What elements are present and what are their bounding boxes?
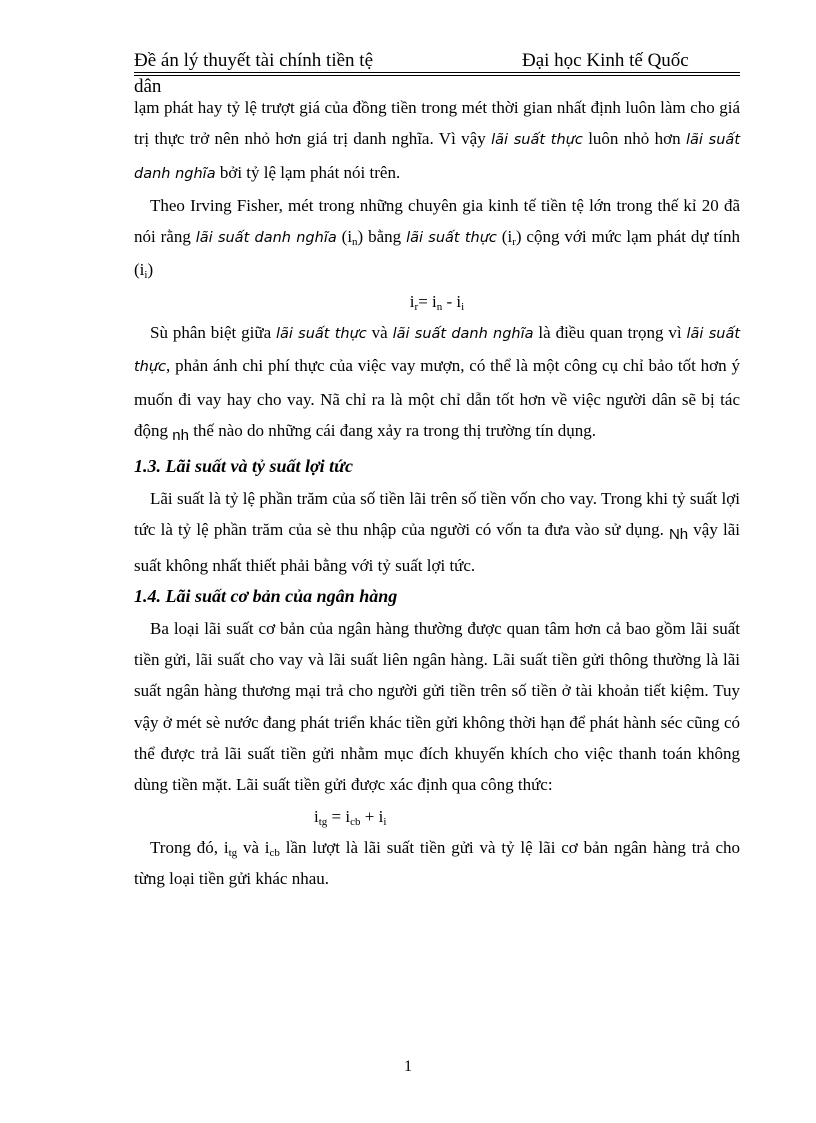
stray-nh-fragment: Nh [668, 525, 689, 543]
header-rule [134, 72, 740, 73]
formula-deposit-rate: $i_{tg} = i_{cb} + i_i$ [314, 806, 387, 828]
header-continuation: dân [134, 76, 162, 97]
formula-fisher: $i_r= i_n - i_i$ [409, 291, 465, 313]
page-number: 1 [404, 1058, 412, 1075]
section-heading-1-4: 1.4. Lãi suất cơ bản của ngân hàng [134, 586, 398, 607]
paragraph-2: Theo Irving Fisher, mét trong những chuyên gia kinh tế tiền tệ lớn trong thế kỉ 20 đã nói rằng lãi suất danh nghĩa $(i_n)$ bằng lãi suất thực $(i_r)$ cộng với mức lạm phát dự tính $(i_i)$ [134, 195, 740, 282]
page-header [134, 50, 740, 98]
paragraph-1: lạm phát hay tỷ lệ trượt giá của đồng tiền trong mét thời gian nhất định luôn làm cho giá trị thực trở nên nhỏ hơn giá trị danh nghĩa. Vì vậy lãi suất thực luôn nhỏ hơn lãi suất danh nghĩa bởi tỷ lệ lạm phát nói trên. [134, 98, 740, 182]
stray-nh-fragment: nh [172, 426, 189, 444]
paragraph-4: Lãi suất là tỷ lệ phần trăm của số tiền lãi trên số tiền vốn cho vay. Trong khi tỷ suất lợi tức là tỷ lệ phần trăm của sè thu nhập của người có vốn ta đưa vào sử dụng. Nh vậy lãi suất không nhất thiết phải bằng với tỷ suất lợi tức. [134, 488, 740, 576]
header-left-title: Đề án lý thuyết tài chính tiền tệ [134, 50, 374, 71]
header-right-title: Đại học Kinh tế Quốc [522, 50, 689, 71]
paragraph-5: Ba loại lãi suất cơ bản của ngân hàng thường được quan tâm hơn cả bao gồm lãi suất tiền gửi, lãi suất cho vay và lãi suất liên ngân hàng. Lãi suất tiền gửi thông thường là lãi suất ngân hàng thương mại trả cho người gửi tiền trên số tiền ở tài khoản tiết kiệm. Tuy vậy ở mét sè nước đang phát triển khác tiền gửi không thời hạn để phát hành séc cũng có thể được trả lãi suất tiền gửi nhằm mục đích khuyến khích cho việc thanh toán không dùng tiền mặt. Lãi suất tiền gửi được xác định qua công thức: [134, 618, 740, 795]
paragraph-6: Trong đó, $i_{tg}$ và $i_{cb}$ lần lượt là lãi suất tiền gửi và tỷ lệ lãi cơ bản ngân hàng trả cho từng loại tiền gửi khác nhau. [134, 837, 740, 889]
paragraph-3: Sù phân biệt giữa lãi suất thực và lãi suất danh nghĩa là điều quan trọng vì lãi suất thực, phản ánh chi phí thực của việc vay mượn, có thể là một công cụ chỉ bảo tốt hơn ý muốn đi vay hay cho vay. Nã chỉ ra là một chỉ dẫn tốt hơn về việc người dân sẽ bị tác động nh thế nào do những cái đang xảy ra trong thị trường tín dụng. [134, 323, 741, 444]
header-rule-second [134, 75, 740, 76]
body-text [134, 92, 740, 894]
section-heading-1-3: 1.3. Lãi suất và tỷ suất lợi tức [134, 456, 353, 477]
